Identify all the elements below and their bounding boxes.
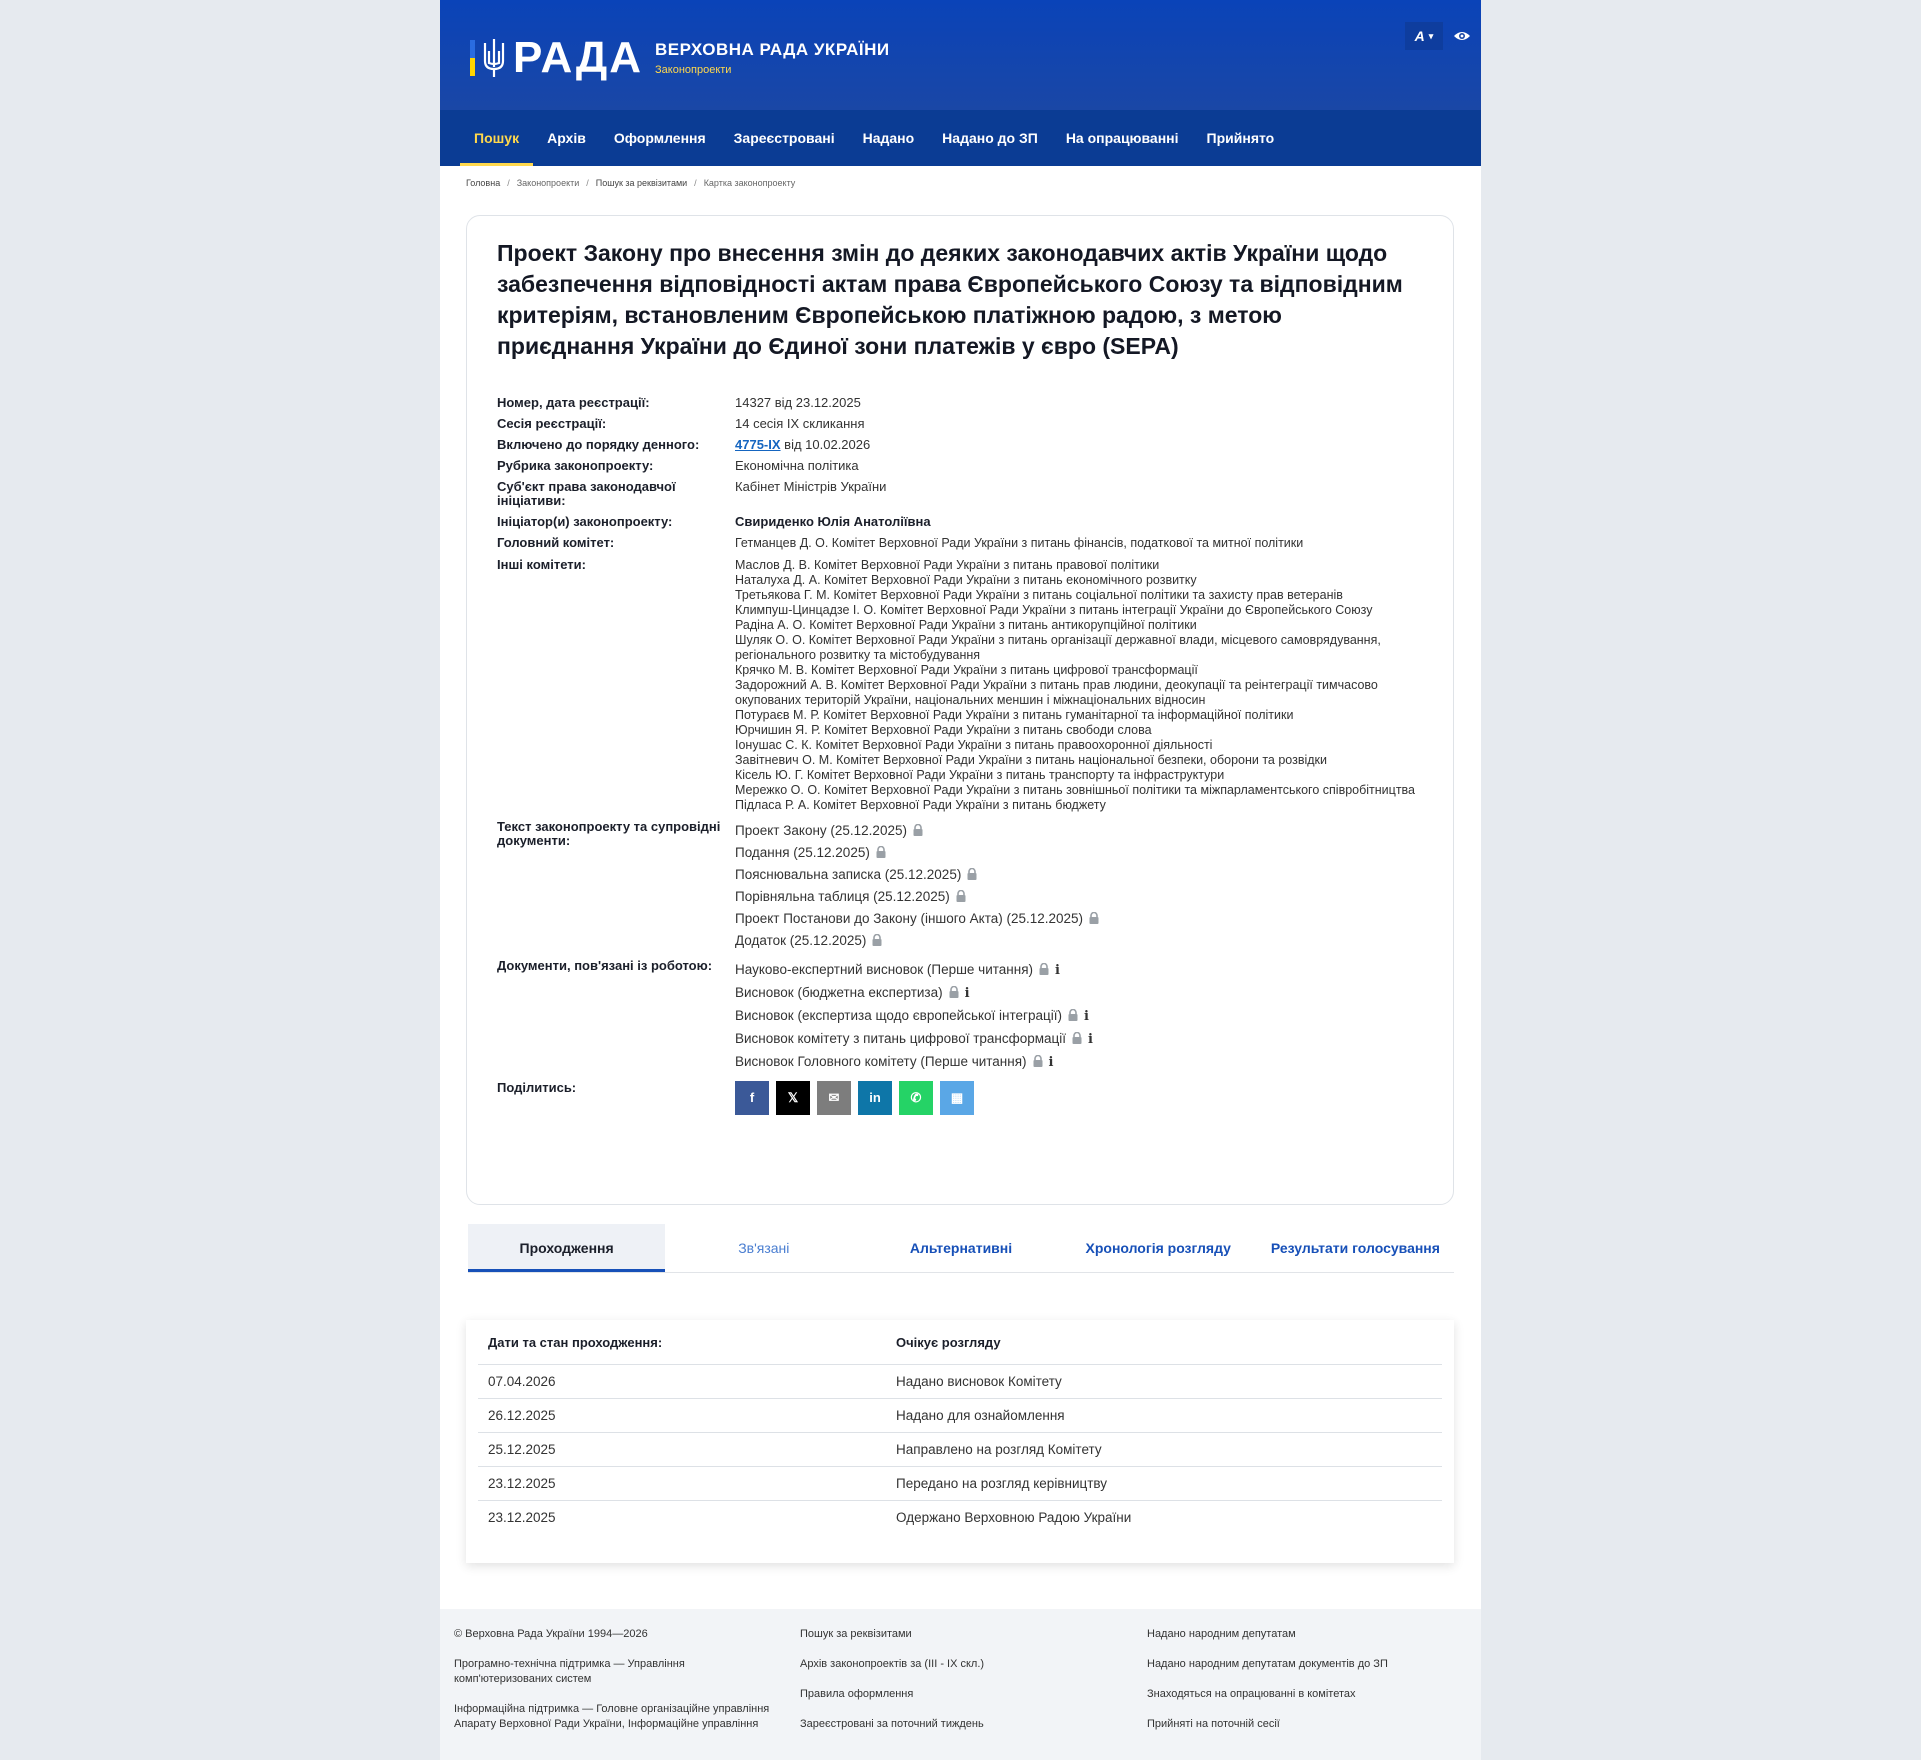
main-nav <box>440 110 1481 166</box>
tab-voting-results[interactable]: Результати голосування <box>1270 1240 1440 1256</box>
label-related-docs: Документи, пов'язані із роботою: <box>497 958 713 973</box>
site-logo[interactable] <box>470 33 890 82</box>
row-date: 07.04.2026 <box>488 1374 556 1389</box>
info-icon[interactable]: i <box>964 986 970 1001</box>
agenda-link[interactable]: 4775-IX <box>735 437 781 452</box>
label-initiator: Ініціатор(и) законопроекту: <box>497 514 673 529</box>
committee-item: Наталуха Д. А. Комітет Верховної Ради України з питань економічного розвитку <box>735 573 1197 587</box>
row-status: Надано висновок Комітету <box>896 1374 1062 1389</box>
nav-search[interactable]: Пошук <box>460 110 533 166</box>
label-number: Номер, дата реєстрації: <box>497 395 650 410</box>
row-date: 23.12.2025 <box>488 1510 556 1525</box>
header-dates: Дати та стан проходження: <box>488 1334 663 1350</box>
related-document-item[interactable] <box>735 1028 1437 1051</box>
table-row <box>478 1365 1442 1399</box>
footer-tech-support: Програмно-технічна підтримка — Управління комп'ютеризованих систем <box>454 1658 685 1685</box>
related-document-item[interactable] <box>735 1005 1437 1028</box>
info-icon[interactable]: i <box>1055 963 1060 978</box>
nav-archive[interactable]: Архів <box>547 130 586 146</box>
facebook-icon[interactable]: f <box>735 1081 769 1115</box>
chevron-down-icon: ▾ <box>1428 30 1434 41</box>
nav-submitted-zp[interactable]: Надано до ЗП <box>942 130 1038 146</box>
document-title[interactable]: Висновок комітету з питань цифрової трансформації <box>735 1031 1067 1046</box>
table-header <box>478 1320 1442 1365</box>
committee-item: Кісель Ю. Г. Комітет Верховної Ради України з питань транспорту та інфраструктури <box>735 768 1225 782</box>
table-row <box>478 1467 1442 1501</box>
document-title[interactable]: Порівняльна таблиця (25.12.2025) <box>735 889 950 904</box>
document-title[interactable]: Проект Закону (25.12.2025) <box>735 823 907 838</box>
document-item[interactable] <box>735 886 1437 908</box>
info-icon[interactable]: i <box>1048 1055 1054 1070</box>
site-header <box>440 0 1481 110</box>
label-share: Поділитись: <box>497 1080 577 1095</box>
related-document-item[interactable] <box>735 959 1437 982</box>
site-footer <box>440 1609 1481 1760</box>
breadcrumb-current: Картка законопроекту <box>703 178 796 188</box>
label-subject: Суб'єкт права законодавчої ініціативи: <box>497 479 676 508</box>
page <box>440 0 1481 1760</box>
trident-icon <box>481 37 507 79</box>
committee-item: Третьякова Г. М. Комітет Верховної Ради України з питань соціальної політики та захисту прав ветеранів <box>735 588 1343 602</box>
tab-alternative[interactable]: Альтернативні <box>909 1240 1013 1256</box>
breadcrumb-bills[interactable]: Законопроекти <box>516 178 580 188</box>
committee-item: Юрчишин Я. Р. Комітет Верховної Ради України з питань свободи слова <box>735 723 1152 737</box>
agenda-date: від 10.02.2026 <box>784 437 871 452</box>
document-title[interactable]: Пояснювальна записка (25.12.2025) <box>735 867 962 882</box>
header-status: Очікує розгляду <box>896 1334 1001 1350</box>
document-item[interactable] <box>735 842 1437 864</box>
nav-registered[interactable]: Зареєстровані <box>733 130 835 146</box>
row-date: 25.12.2025 <box>488 1442 556 1457</box>
bill-number: 14327 від 23.12.2025 <box>735 395 861 410</box>
committee-item: Маслов Д. В. Комітет Верховної Ради України з питань правової політики <box>735 558 1160 572</box>
progress-table <box>466 1320 1454 1563</box>
nav-formatting[interactable]: Оформлення <box>613 130 706 146</box>
document-title[interactable]: Додаток (25.12.2025) <box>735 933 867 948</box>
lock-icon <box>871 934 883 946</box>
lock-icon <box>1071 1032 1083 1044</box>
document-title[interactable]: Подання (25.12.2025) <box>735 845 870 860</box>
footer-link[interactable]: Надано народним депутатам документів до ЗП <box>1147 1658 1388 1670</box>
document-title[interactable]: Висновок (бюджетна експертиза) <box>735 985 943 1000</box>
whatsapp-icon[interactable]: ✆ <box>899 1081 933 1115</box>
related-document-item[interactable] <box>735 1051 1437 1074</box>
lock-icon <box>1032 1055 1044 1067</box>
x-icon[interactable]: 𝕏 <box>776 1081 810 1115</box>
committee-item: Радіна А. О. Комітет Верховної Ради України з питань антикорупційної політики <box>735 618 1197 632</box>
committee-item: Потураєв М. Р. Комітет Верховної Ради України з питань гуманітарної та інформаційної політики <box>735 708 1294 722</box>
row-date: 23.12.2025 <box>488 1476 556 1491</box>
linkedin-icon[interactable]: in <box>858 1081 892 1115</box>
site-subtitle: Законопроекти <box>655 64 732 76</box>
bill-session: 14 сесія IX скликання <box>735 416 865 431</box>
label-main-committee: Головний комітет: <box>497 535 615 550</box>
bill-tabs <box>468 1224 1454 1273</box>
document-item[interactable] <box>735 820 1437 842</box>
bill-card <box>466 215 1454 1205</box>
breadcrumb-home[interactable]: Головна <box>466 178 501 188</box>
footer-info-support: Інформаційна підтримка — Головне організаційне управління Апарату Верховної Ради України, Інформаційне управління <box>454 1703 770 1730</box>
nav-in-processing[interactable]: На опрацюванні <box>1065 130 1179 146</box>
lock-icon <box>875 846 887 858</box>
row-date: 26.12.2025 <box>488 1408 556 1423</box>
row-status: Передано на розгляд керівництву <box>896 1476 1108 1491</box>
committee-item: Задорожний А. В. Комітет Верховної Ради України з питань прав людини, деокупації та реінтеграції тимчасово окупованих територій України, національних меншин і міжнаціональних відносин <box>735 678 1378 707</box>
label-texts: Текст законопроекту та супровідні документи: <box>497 819 721 848</box>
lock-icon <box>1067 1009 1079 1021</box>
document-title[interactable]: Науково-експертний висновок (Перше читання) <box>735 962 1034 977</box>
committee-item: Підласа Р. А. Комітет Верховної Ради України з питань бюджету <box>735 798 1106 812</box>
committee-item: Іонушас С. К. Комітет Верховної Ради України з питань правоохоронної діяльності <box>735 738 1213 752</box>
row-status: Одержано Верховною Радою України <box>896 1510 1132 1525</box>
qr-code-icon[interactable]: ▦ <box>940 1081 974 1115</box>
nav-adopted[interactable]: Прийнято <box>1206 130 1275 146</box>
eye-icon[interactable] <box>1443 22 1481 50</box>
footer-copyright: © Верховна Рада України 1994—2026 <box>454 1628 648 1640</box>
document-title[interactable]: Висновок Головного комітету (Перше читання) <box>735 1054 1027 1069</box>
breadcrumb-search[interactable]: Пошук за реквізитами <box>595 178 688 188</box>
label-other-committees: Інші комітети: <box>497 557 586 572</box>
bill-title: Проект Закону про внесення змін до деяких законодавчих актів України щодо забезпечення відповідності актам права Європейського Союзу та відповідним критеріям, встановленим Європейською платіжною радою, з метою приєднання України до Єдиної зони платежів у євро (SEPA) <box>497 240 1403 359</box>
lock-icon <box>948 986 960 998</box>
label-session: Сесія реєстрації: <box>497 416 607 431</box>
row-status: Надано для ознайомлення <box>896 1408 1065 1423</box>
document-title[interactable]: Проект Постанови до Закону (іншого Акта) (25.12.2025) <box>735 911 1084 926</box>
lock-icon <box>1088 912 1100 924</box>
label-rubric: Рубрика законопроекту: <box>497 458 654 473</box>
site-title: ВЕРХОВНА РАДА УКРАЇНИ <box>655 40 890 59</box>
tab-related[interactable]: Зв'язані <box>738 1240 790 1256</box>
footer-link[interactable]: Надано народним депутатам <box>1147 1628 1296 1640</box>
table-row <box>478 1399 1442 1433</box>
footer-link[interactable]: Зареєстровані за поточний тиждень <box>800 1718 984 1730</box>
email-icon[interactable]: ✉ <box>817 1081 851 1115</box>
lock-icon <box>966 868 978 880</box>
info-icon[interactable]: i <box>1088 1032 1093 1047</box>
document-item[interactable] <box>735 864 1437 886</box>
committee-item: Шуляк О. О. Комітет Верховної Ради України з питань організації державної влади, місцевого самоврядування, регіонального розвитку та містобудування <box>735 633 1381 662</box>
other-committees-list <box>735 558 1437 813</box>
committee-item: Климпуш-Цинцадзе І. О. Комітет Верховної Ради України з питань інтеграції України до Європейського Союзу <box>735 603 1373 617</box>
table-row <box>478 1501 1442 1534</box>
info-icon[interactable]: i <box>1083 1009 1089 1024</box>
bill-subject: Кабінет Міністрів України <box>735 479 887 494</box>
footer-link[interactable]: Прийняті на поточній сесії <box>1147 1718 1280 1730</box>
tab-progress[interactable]: Проходження <box>468 1224 665 1272</box>
main-committee: Гетманцев Д. О. Комітет Верховної Ради України з питань фінансів, податкової та митної політики <box>735 536 1304 550</box>
document-item[interactable] <box>735 908 1437 930</box>
bill-initiator: Свириденко Юлія Анатоліївна <box>735 514 931 529</box>
lock-icon <box>955 890 967 902</box>
committee-item: Мережко О. О. Комітет Верховної Ради України з питань зовнішньої політики та міжпарламентського співробітництва <box>735 783 1415 797</box>
footer-link[interactable]: Знаходяться на опрацюванні в комітетах <box>1147 1688 1356 1700</box>
flag-icon <box>470 40 475 76</box>
lock-icon <box>912 824 924 836</box>
label-agenda: Включено до порядку денного: <box>497 437 700 452</box>
breadcrumb: Головна / Законопроекти / Пошук за реквізитами / Картка законопроекту <box>466 178 796 188</box>
document-title[interactable]: Висновок (експертиза щодо європейської інтеграції) <box>735 1008 1062 1023</box>
logo-text: РАДА <box>513 33 644 82</box>
share-buttons <box>735 1081 1437 1115</box>
font-size-button[interactable]: A ▾ <box>1405 22 1443 50</box>
row-status: Направлено на розгляд Комітету <box>896 1442 1102 1457</box>
footer-link[interactable]: Архів законопроектів за (III - IX скл.) <box>800 1658 985 1670</box>
bill-rubric: Економічна політика <box>735 458 859 473</box>
tab-chronology[interactable]: Хронологія розгляду <box>1085 1240 1231 1256</box>
related-document-item[interactable] <box>735 982 1437 1005</box>
footer-link[interactable]: Пошук за реквізитами <box>800 1628 912 1640</box>
document-item[interactable] <box>735 930 1437 952</box>
table-row <box>478 1433 1442 1467</box>
committee-item: Крячко М. В. Комітет Верховної Ради України з питань цифрової трансформації <box>735 663 1198 677</box>
texts-list <box>735 820 1437 952</box>
footer-link[interactable]: Правила оформлення <box>800 1688 914 1700</box>
committee-item: Завітневич О. М. Комітет Верховної Ради України з питань національної безпеки, оборони та розвідки <box>735 753 1327 767</box>
nav-submitted[interactable]: Надано <box>862 130 915 146</box>
related-docs-list <box>735 959 1437 1074</box>
lock-icon <box>1038 963 1050 975</box>
